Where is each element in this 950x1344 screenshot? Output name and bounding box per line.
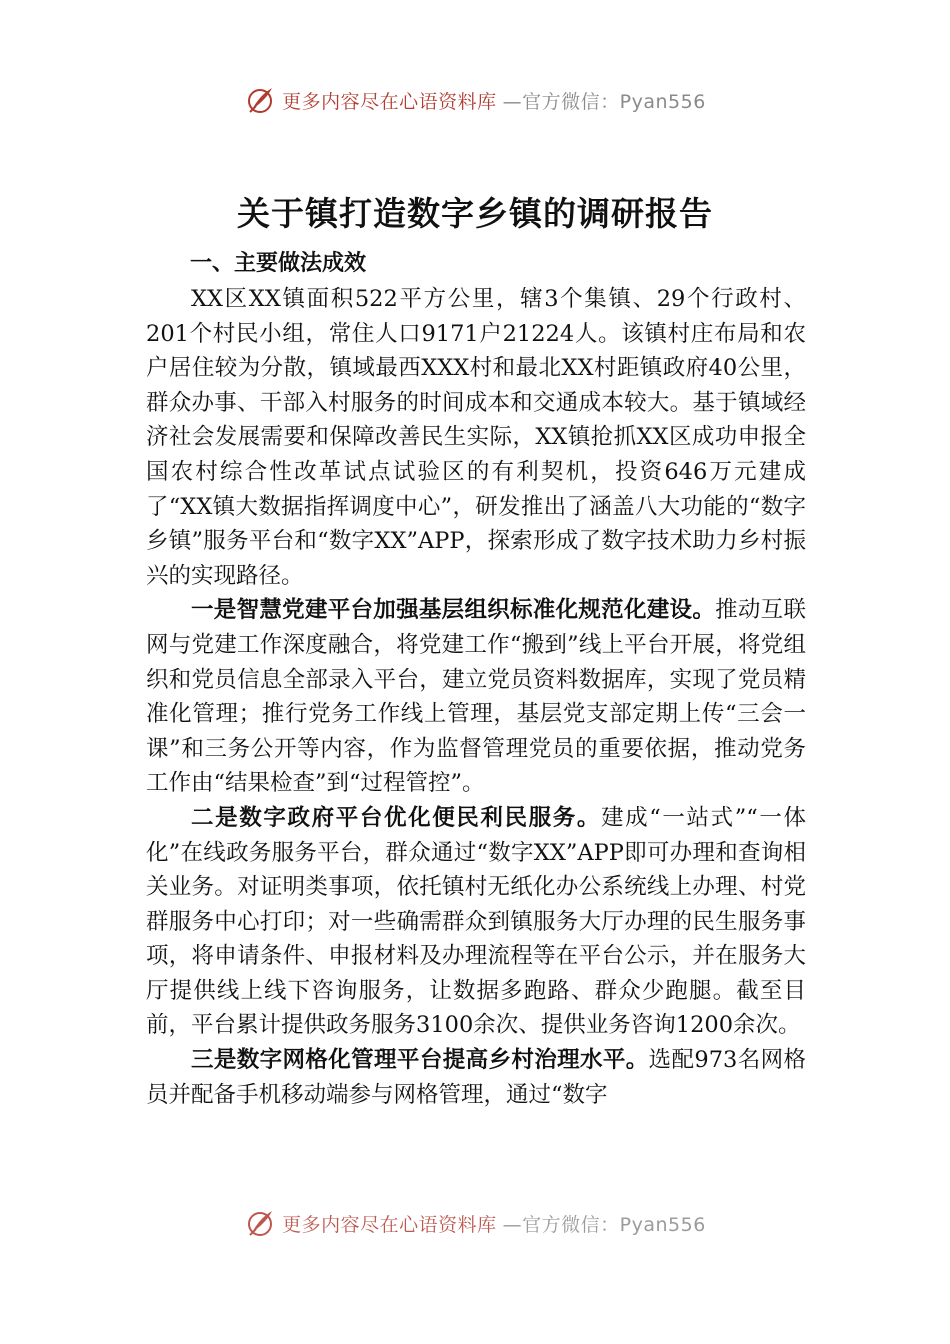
quill-logo-icon [244,1207,276,1239]
footer-watermark [0,1207,950,1239]
intro-paragraph: XX区XX镇面积522平方公里，辖3个集镇、29个行政村、201个村民小组，常住人口9171户21224人。该镇村庄布局和农户居住较为分散，镇域最西XXX村和最北XX村距镇政府40公里，群众办事、干部入村服务的时间成本和交通成本较大。基于镇域经济社会发展需要和保障改善民生实际，XX镇抢抓XX区成功申报全国农村综合性改革试点试验区的有利契机，投资646万元建成了“XX镇大数据指挥调度中心”，研发推出了涵盖八大功能的“数字乡镇”服务平台和“数字XX”APP，探索形成了数字技术助力乡村振兴的实现路径。 [146,286,806,589]
party-building-paragraph [146,593,806,801]
digital-government-body: 建成“一站式”“一体化”在线政务服务平台，群众通过“数字XX”APP即可办理和查询相关业务。对证明类事项，依托镇村无纸化办公系统线上办理、村党群服务中心打印；对一些确需群众到镇服务大厅办理的民生服务事项，将申请条件、申报材料及办理流程等在平台公示，并在服务大厅提供线上线下咨询服务，让数据多跑路、群众少跑腿。截至目前，平台累计提供政务服务3100余次、提供业务咨询1200余次。 [146,804,806,1039]
document-body [146,248,806,1112]
watermark-wechat-text: —官方微信：Pyan556 [502,90,706,113]
grid-management-body: 选配973名网格员并配备手机移动端参与网格管理，通过“数字 [146,1047,806,1108]
digital-government-lead: 二是数字政府平台优化便民利民服务。 [191,804,602,831]
section-heading: 一、主要做法成效 [190,251,367,276]
header-watermark [0,84,950,116]
watermark-brand-text: 更多内容尽在心语资料库 [282,90,497,113]
quill-logo-icon [244,84,276,116]
document-title: 关于镇打造数字乡镇的调研报告 [237,194,713,233]
watermark-brand-text: 更多内容尽在心语资料库 [282,1213,497,1236]
page-body-clip [0,248,950,1218]
party-building-body: 推动互联网与党建工作深度融合，将党建工作“搬到”线上平台开展，将党组织和党员信息全部录入平台，建立党员资料数据库，实现了党员精准化管理；推行党务工作线上管理，基层党支部定期上传“三会一课”和三务公开等内容，作为监督管理党员的重要依据，推动党务工作由“结果检查”到“过程管控”。 [146,597,806,797]
watermark-wechat-text: —官方微信：Pyan556 [502,1213,706,1236]
grid-management-lead: 三是数字网格化管理平台提高乡村治理水平。 [191,1047,649,1074]
digital-government-paragraph [146,801,806,1043]
party-building-lead: 一是智慧党建平台加强基层组织标准化规范化建设。 [191,597,716,624]
grid-management-paragraph [146,1043,806,1112]
